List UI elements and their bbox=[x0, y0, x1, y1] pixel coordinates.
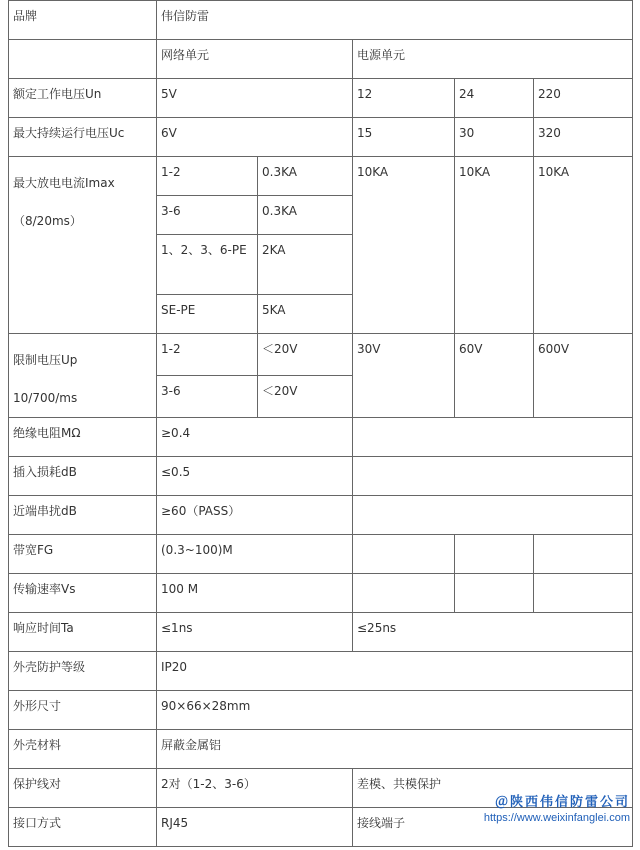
limit-value-2: ＜20V bbox=[258, 376, 353, 418]
dimensions-value: 90×66×28mm bbox=[157, 691, 633, 730]
max-cont-voltage-power-1: 15 bbox=[353, 118, 455, 157]
discharge-pin-3: 1、2、3、6-PE bbox=[157, 235, 258, 295]
brand-value: 伟信防雷 bbox=[157, 1, 633, 40]
rated-voltage-power-3: 220 bbox=[534, 79, 633, 118]
limit-power-3: 600V bbox=[534, 334, 633, 418]
protect-lines-power: 差模、共模保护 bbox=[353, 769, 633, 808]
response-label: 响应时间Ta bbox=[9, 613, 157, 652]
empty-cell bbox=[353, 457, 633, 496]
max-cont-voltage-power-2: 30 bbox=[455, 118, 534, 157]
limit-pin-1: 1-2 bbox=[157, 334, 258, 376]
discharge-value-4: 5KA bbox=[258, 295, 353, 334]
max-cont-voltage-power-3: 320 bbox=[534, 118, 633, 157]
unit-header-row bbox=[9, 40, 633, 79]
insulation-row bbox=[9, 418, 633, 457]
rated-voltage-network: 5V bbox=[157, 79, 353, 118]
discharge-pin-4: SE-PE bbox=[157, 295, 258, 334]
limit-value-1: ＜20V bbox=[258, 334, 353, 376]
crosstalk-value: ≥60（PASS） bbox=[157, 496, 353, 535]
brand-label: 品牌 bbox=[9, 1, 157, 40]
interface-label: 接口方式 bbox=[9, 808, 157, 847]
discharge-value-3: 2KA bbox=[258, 235, 353, 295]
insulation-label: 绝缘电阻MΩ bbox=[9, 418, 157, 457]
response-network: ≤1ns bbox=[157, 613, 353, 652]
limit-power-1: 30V bbox=[353, 334, 455, 418]
empty-cell bbox=[353, 535, 455, 574]
rated-voltage-power-2: 24 bbox=[455, 79, 534, 118]
empty-cell bbox=[353, 574, 455, 613]
rated-voltage-row bbox=[9, 79, 633, 118]
brand-row bbox=[9, 1, 633, 40]
bandwidth-row bbox=[9, 535, 633, 574]
insertion-loss-row bbox=[9, 457, 633, 496]
response-row bbox=[9, 613, 633, 652]
insertion-loss-label: 插入损耗dB bbox=[9, 457, 157, 496]
discharge-pin-2: 3-6 bbox=[157, 196, 258, 235]
limit-voltage-label-2: 10/700/ms bbox=[13, 391, 78, 405]
max-discharge-label-cell bbox=[9, 157, 157, 334]
max-cont-voltage-network: 6V bbox=[157, 118, 353, 157]
crosstalk-row bbox=[9, 496, 633, 535]
insertion-loss-value: ≤0.5 bbox=[157, 457, 353, 496]
discharge-pin-1: 1-2 bbox=[157, 157, 258, 196]
limit-voltage-label: 限制电压Up bbox=[13, 353, 78, 367]
discharge-power-1: 10KA bbox=[353, 157, 455, 334]
material-row bbox=[9, 730, 633, 769]
empty-cell bbox=[455, 574, 534, 613]
max-discharge-row bbox=[9, 157, 633, 196]
discharge-value-2: 0.3KA bbox=[258, 196, 353, 235]
empty-cell bbox=[455, 535, 534, 574]
bandwidth-label: 带宽FG bbox=[9, 535, 157, 574]
limit-power-2: 60V bbox=[455, 334, 534, 418]
empty-cell bbox=[9, 40, 157, 79]
max-discharge-label-2: （8/20ms） bbox=[13, 214, 82, 228]
rated-voltage-label: 额定工作电压Un bbox=[9, 79, 157, 118]
power-unit-header: 电源单元 bbox=[353, 40, 633, 79]
speed-row bbox=[9, 574, 633, 613]
protect-lines-network: 2对（1-2、3-6） bbox=[157, 769, 353, 808]
watermark bbox=[484, 791, 630, 824]
insulation-value: ≥0.4 bbox=[157, 418, 353, 457]
discharge-power-2: 10KA bbox=[455, 157, 534, 334]
max-cont-voltage-row bbox=[9, 118, 633, 157]
bandwidth-value: (0.3~100)M bbox=[157, 535, 353, 574]
material-value: 屏蔽金属铝 bbox=[157, 730, 633, 769]
spec-table bbox=[8, 0, 633, 847]
interface-power: 接线端子 bbox=[353, 808, 633, 847]
protection-grade-value: IP20 bbox=[157, 652, 633, 691]
dimensions-row bbox=[9, 691, 633, 730]
max-discharge-label: 最大放电电流Imax bbox=[13, 176, 115, 190]
interface-network: RJ45 bbox=[157, 808, 353, 847]
crosstalk-label: 近端串扰dB bbox=[9, 496, 157, 535]
speed-value: 100 M bbox=[157, 574, 353, 613]
dimensions-label: 外形尺寸 bbox=[9, 691, 157, 730]
discharge-power-3: 10KA bbox=[534, 157, 633, 334]
empty-cell bbox=[353, 418, 633, 457]
speed-label: 传输速率Vs bbox=[9, 574, 157, 613]
limit-pin-2: 3-6 bbox=[157, 376, 258, 418]
response-power: ≤25ns bbox=[353, 613, 633, 652]
network-unit-header: 网络单元 bbox=[157, 40, 353, 79]
material-label: 外壳材料 bbox=[9, 730, 157, 769]
limit-voltage-row bbox=[9, 334, 633, 376]
max-cont-voltage-label: 最大持续运行电压Uc bbox=[9, 118, 157, 157]
empty-cell bbox=[534, 535, 633, 574]
protection-grade-label: 外壳防护等级 bbox=[9, 652, 157, 691]
protection-grade-row bbox=[9, 652, 633, 691]
rated-voltage-power-1: 12 bbox=[353, 79, 455, 118]
watermark-company: ＠陕西伟信防雷公司 bbox=[494, 794, 630, 809]
watermark-url: https://www.weixinfanglei.com bbox=[483, 812, 630, 824]
limit-voltage-label-cell bbox=[9, 334, 157, 418]
protect-lines-label: 保护线对 bbox=[9, 769, 157, 808]
empty-cell bbox=[353, 496, 633, 535]
empty-cell bbox=[534, 574, 633, 613]
discharge-value-1: 0.3KA bbox=[258, 157, 353, 196]
